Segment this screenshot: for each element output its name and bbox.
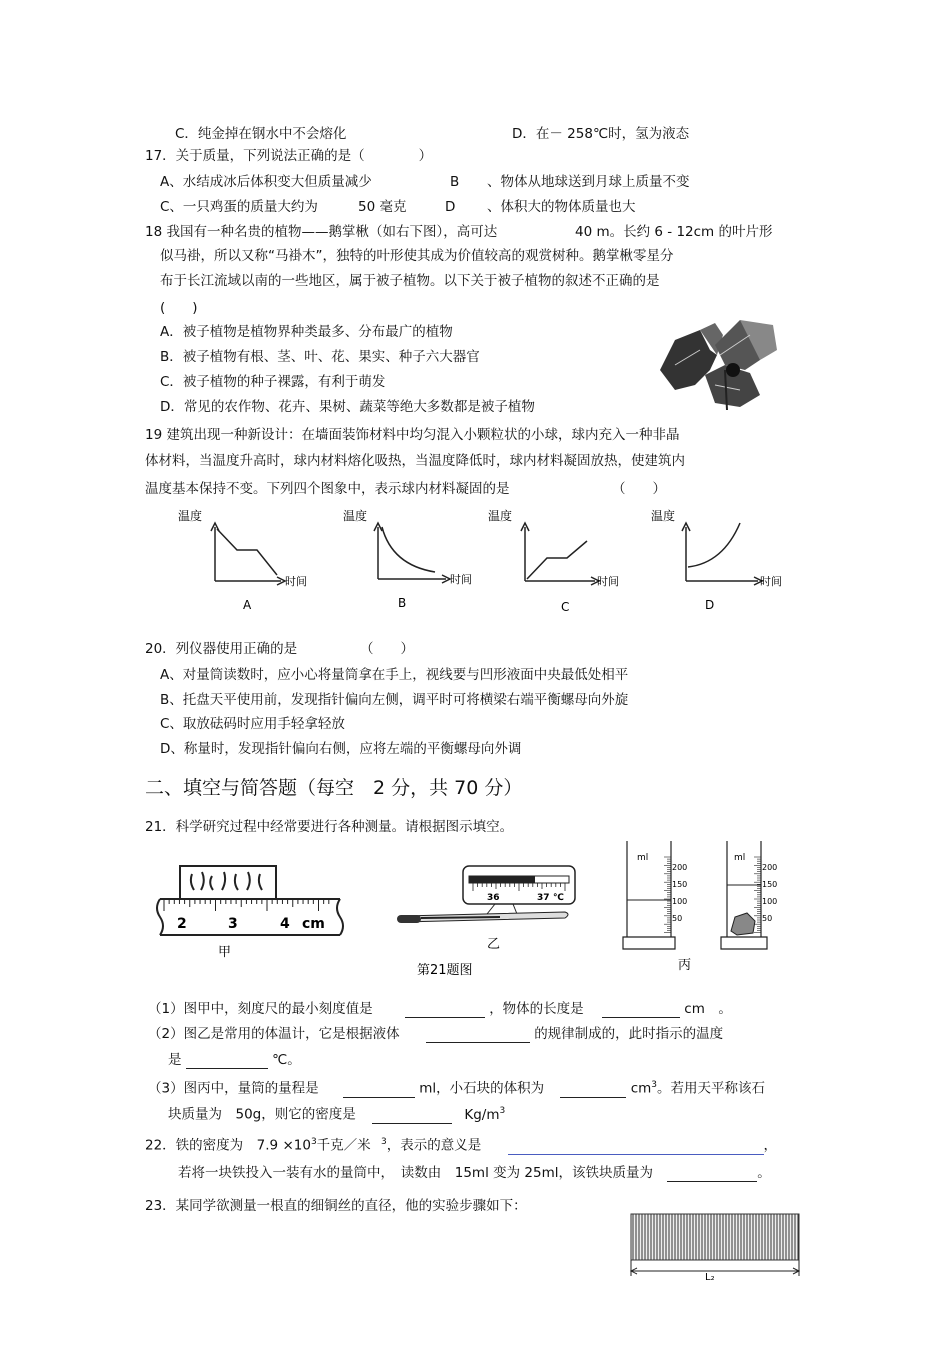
label-jia: 甲 xyxy=(218,945,232,960)
q19-line3: 温度基本保持不变。下列四个图象中，表示球内材料凝固的是 xyxy=(145,481,510,497)
q17-option-d-letter: D xyxy=(445,199,456,215)
ruler-tick-3: 3 xyxy=(228,916,238,932)
ruler-unit: cm xyxy=(302,916,325,932)
q20-stem: 20．列仪器使用正确的是 xyxy=(145,641,298,657)
graph-b-xlabel: 时间 xyxy=(450,573,472,586)
q18-line1b: 40 m。长约 6 - 12cm 的叶片形 xyxy=(575,224,773,240)
q21-p2-line: （2）图乙是常用的体温计，它是根据液体 的规律制成的，此时指示的温度 xyxy=(148,1026,724,1042)
q20-option-c: C、取放砝码时应用手轻拿轻放 xyxy=(160,716,345,732)
q18-option-b: B．被子植物有根、茎、叶、花、果实、种子六大器官 xyxy=(160,349,480,365)
q21-blank-principle[interactable] xyxy=(426,1027,530,1043)
q19-paren: （ ） xyxy=(612,481,666,497)
svg-text:150: 150 xyxy=(672,880,688,889)
q20-option-d: D、称量时，发现指针偏向右侧，应将左端的平衡螺母向外调 xyxy=(160,741,522,757)
thermometer-figure xyxy=(395,862,585,982)
svg-text:100: 100 xyxy=(762,897,778,906)
graph-d-xlabel: 时间 xyxy=(760,575,782,588)
q21-blank-temperature[interactable] xyxy=(186,1053,268,1069)
graph-a-xlabel: 时间 xyxy=(285,575,307,588)
ruler-tick-4: 4 xyxy=(280,916,290,932)
q18-line2: 似马褂，所以又称“马褂木”，独特的叶形使其成为价值较高的观赏树种。鹅掌楸零星分 xyxy=(160,248,674,264)
q17-option-b: 、物体从地球送到月球上质量不变 xyxy=(487,174,690,190)
q17-option-c: C、一只鸡蛋的质量大约为 xyxy=(160,199,318,215)
q20-paren: （ ） xyxy=(360,641,414,657)
q18-paren: ( ) xyxy=(160,300,198,316)
label-bing: 丙 xyxy=(678,958,692,973)
q21-p1-line: （1）图甲中，刻度尺的最小刻度值是 ，物体的长度是 cm 。 xyxy=(148,1001,732,1017)
graph-a-ylabel: 温度 xyxy=(178,509,203,523)
graph-d xyxy=(648,505,788,615)
tulip-tree-leaf-image xyxy=(655,315,780,410)
graph-c-xlabel: 时间 xyxy=(597,575,619,588)
cyl-left-unit: ml xyxy=(637,853,649,863)
q18-option-c: C．被子植物的种子裸露，有利于萌发 xyxy=(160,374,386,390)
ruler-figure xyxy=(150,858,350,968)
fig21-caption: 第21题图 xyxy=(417,963,473,978)
q20-option-b: B、托盘天平使用前，发现指针偏向左侧，调平时可将横梁右端平衡螺母向外旋 xyxy=(160,692,629,708)
q17-option-d: 、体积大的物体质量也大 xyxy=(487,199,636,215)
q20-option-a: A、对量筒读数时，应小心将量筒拿在手上，视线要与凹形液面中央最低处相平 xyxy=(160,667,629,683)
q16-option-c: C．纯金掉在钢水中不会熔化 xyxy=(175,126,347,142)
cylinder-left xyxy=(623,841,687,949)
graph-c xyxy=(485,505,625,615)
q22-blank-meaning[interactable] xyxy=(508,1139,764,1155)
q17-option-b-letter: B xyxy=(450,174,460,190)
graph-a xyxy=(175,505,307,615)
q22-line2: 若将一块铁投入一装有水的量筒中， 读数由 15ml 变为 25ml，该铁块质量为 。 xyxy=(178,1165,771,1181)
svg-text:50: 50 xyxy=(762,914,773,923)
cyl-right-unit: ml xyxy=(734,853,746,863)
q21-p2-line2: 是 ℃。 xyxy=(168,1052,301,1068)
section2-heading: 二、填空与简答题（每空 2 分，共 70 分） xyxy=(145,777,523,799)
graph-b xyxy=(340,505,470,615)
label-yi: 乙 xyxy=(487,937,501,952)
thermo-label-37: 37 xyxy=(537,893,550,903)
thermo-unit: ℃ xyxy=(553,893,564,903)
q18-option-a: A．被子植物是植物界种类最多、分布最广的植物 xyxy=(160,324,453,340)
q21-blank-volume[interactable] xyxy=(560,1082,626,1098)
graph-b-ylabel: 温度 xyxy=(343,509,368,523)
q22-blank-mass[interactable] xyxy=(667,1166,757,1182)
graph-d-ylabel: 温度 xyxy=(651,509,676,523)
graph-b-label: B xyxy=(398,596,407,610)
coiled-wire-figure xyxy=(625,1208,805,1283)
cylinder-right xyxy=(721,841,777,949)
svg-text:200: 200 xyxy=(762,863,778,872)
coil-length-label: L₂ xyxy=(705,1272,715,1283)
cylinders-figure xyxy=(615,835,790,975)
ruler-tick-2: 2 xyxy=(177,916,187,932)
q22-line1: 22．铁的密度为 $7.9 \times 10^3$千克／米 $^3$，表示的意义是 ， xyxy=(145,1137,777,1154)
q21-blank-length[interactable] xyxy=(602,1002,680,1018)
graph-c-label: C xyxy=(561,600,570,614)
q19-line1: 19 建筑出现一种新设计：在墙面装饰材料中均匀混入小颗粒状的小球，球内充入一种非晶 xyxy=(145,427,680,443)
q18-option-d: D．常见的农作物、花卉、果树、蔬菜等绝大多数都是被子植物 xyxy=(160,399,535,415)
svg-text:100: 100 xyxy=(672,897,688,906)
q21-blank-min-scale[interactable] xyxy=(405,1002,485,1018)
graph-c-ylabel: 温度 xyxy=(488,509,513,523)
graph-a-label: A xyxy=(243,598,252,612)
q21-p3-line: （3）图丙中，量筒的量程是 ml，小石块的体积为 $cm^3$。若用天平称该石 xyxy=(148,1080,765,1097)
q21-stem: 21．科学研究过程中经常要进行各种测量。请根据图示填空。 xyxy=(145,819,514,835)
q17-option-c-value: 50 毫克 xyxy=(358,199,407,215)
q21-p3-line2: 块质量为 50g，则它的密度是 $Kg/m^3$ xyxy=(168,1106,506,1123)
graph-d-label: D xyxy=(705,598,715,612)
svg-text:150: 150 xyxy=(762,880,778,889)
q23-stem: 23．某同学欲测量一根直的细铜丝的直径，他的实验步骤如下： xyxy=(145,1198,527,1214)
q17-option-a: A、水结成冰后体积变大但质量减少 xyxy=(160,174,372,190)
svg-text:50: 50 xyxy=(672,914,683,923)
q16-option-d: D．在－ 258℃时，氢为液态 xyxy=(512,126,690,142)
svg-text:200: 200 xyxy=(672,863,688,872)
q21-blank-range[interactable] xyxy=(343,1082,415,1098)
q21-blank-density[interactable] xyxy=(372,1108,452,1124)
q18-line1a: 18 我国有一种名贵的植物——鹅掌楸（如右下图），高可达 xyxy=(145,224,498,240)
q18-line3: 布于长江流域以南的一些地区，属于被子植物。以下关于被子植物的叙述不正确的是 xyxy=(160,273,660,289)
q17-stem: 17．关于质量，下列说法正确的是（ ） xyxy=(145,148,433,164)
q19-line2: 体材料，当温度升高时，球内材料熔化吸热，当温度降低时，球内材料凝固放热，使建筑内 xyxy=(145,453,685,469)
thermo-label-36: 36 xyxy=(487,893,500,903)
